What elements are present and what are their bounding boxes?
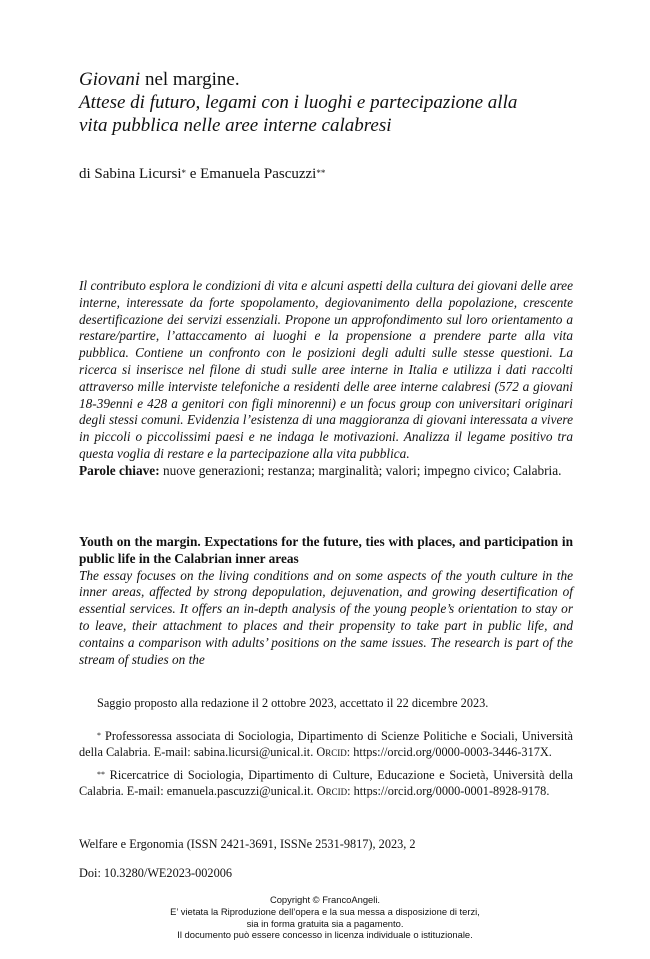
footnote-author-2 [79,767,573,800]
copyright-notice [0,894,650,941]
copyright-line-3: sia in forma gratuita sia a pagamento. [246,917,404,929]
keywords-label: Parole chiave: [79,462,160,478]
english-abstract-text: The essay focuses on the living conditions and on some aspects of the youth culture in the inner areas, affected by strong depopulation, dejuvenation, and growing desertification of essential services. It offers an in-depth analysis of the young people’s orientation to stay or to leave, their attachment to places and their propensity to take part in public life, and contains a comparison with adults’ positions on the same issues. The research is part of the stream of studies on the [79,567,573,667]
submission-dates: Saggio proposto alla redazione il 2 ottobre 2023, accettato il 22 dicembre 2023. [97,696,489,710]
footnote-author-1 [79,728,573,761]
keywords [79,463,573,480]
english-title: Youth on the margin. Expectations for the future, ties with places, and participation in public life in the Calabrian inner areas [79,534,573,566]
title-rest: nel margine. [140,69,240,90]
orcid-label: Orcid [316,745,347,760]
copyright-line-1: Copyright © FrancoAngeli. [269,894,381,905]
page-title [79,68,579,91]
authors-line [79,164,325,184]
footnote-text: Ricercatrice di Sociologia, Dipartimento di Culture, Educazione e Società, Università della Calabria. E-mail: emanuela.pascuzzi@unical.it. [79,767,573,798]
footnote-mark: * [97,731,101,740]
author-middle: e Emanuela Pascuzzi [185,166,317,182]
journal-citation: Welfare e Ergonomia (ISSN 2421-3691, ISSNe 2531-9817), 2023, 2 [79,837,416,851]
footnote-mark: ** [97,769,105,779]
copyright-line-2: E’ vietata la Riproduzione dell’opera e la sua messa a disposizione di terzi, [170,905,480,917]
orcid-link: : https://orcid.org/0000-0001-8928-9178. [347,783,550,798]
title-block [79,68,579,137]
title-italic-word: Giovani [79,69,141,90]
author-footnotes [79,728,573,805]
keywords-list: nuove generazioni; restanza; marginalità; valori; impegno civico; Calabria. [159,462,562,478]
orcid-link: : https://orcid.org/0000-0003-3446-317X. [346,745,552,760]
abstract-english [79,534,573,668]
copyright-line-4: Il documento può essere concesso in licenza individuale o istituzionale. [177,929,473,941]
author-2-footnote-mark: ** [316,168,326,178]
doi: Doi: 10.3280/WE2023-002006 [79,866,233,880]
author-1-footnote-mark: * [181,168,186,178]
subtitle-line-2: vita pubblica nelle aree interne calabresi [79,115,392,136]
abstract-italian [79,278,573,480]
orcid-label: Orcid [316,783,348,798]
subtitle-line-1: Attese di futuro, legami con i luoghi e partecipazione alla [79,92,518,113]
footnote-text: Professoressa associata di Sociologia, Dipartimento di Scienze Politiche e Sociali, Università della Calabria. E-mail: sabina.licursi@unical.it. [79,729,573,760]
abstract-italian-text: Il contributo esplora le condizioni di vita e alcuni aspetti della cultura dei giovani delle aree interne, interessate da forte spopolamento, degiovanimento della popolazione, crescente desertificazione dei servizi essenziali. Propone un approfondimento sul loro orientamento a restare/partire, l’attaccamento ai luoghi e la propensione a prendere parte alla vita pubblica. Contiene un confronto con le posizioni degli adulti sulle stesse questioni. La ricerca si inserisce nel filone di studi sulle aree interne in Italia e utilizza i dati raccolti attraverso mille interviste telefoniche a residenti delle aree interne calabresi (572 a giovani 18-39enni e 428 a genitori con figli minorenni) e un focus group con universitari originari degli stessi comuni. Evidenzia l’esistenza di una maggioranza di giovani interessata a vivere in piccoli o piccolissimi paesi e ne indaga le motivazioni. Analizza il legame positivo tra questa voglia di restare e la partecipazione alla vita pubblica. [79,278,573,461]
author-prefix: di Sabina Licursi [79,166,182,182]
